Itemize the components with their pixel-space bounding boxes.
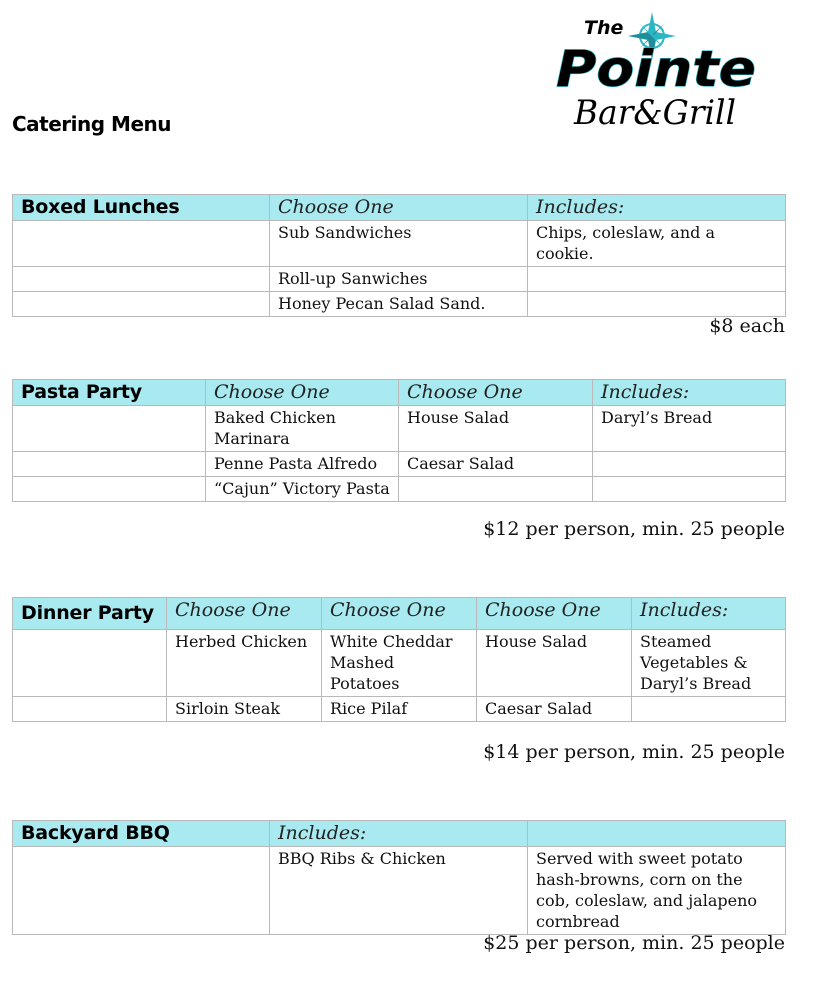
- menu-item: [399, 477, 593, 502]
- menu-item: [632, 697, 786, 722]
- menu-item: Honey Pecan Salad Sand.: [270, 292, 528, 317]
- table-header-row: [13, 195, 786, 221]
- logo-the-text: The: [584, 17, 624, 39]
- column-header: [528, 821, 786, 847]
- section-title: Backyard BBQ: [13, 821, 270, 847]
- table-row: [13, 292, 786, 317]
- pasta-party-table: [12, 379, 786, 502]
- page-title: Catering Menu: [12, 112, 171, 136]
- table-row: [13, 267, 786, 292]
- logo-name-text: Pointe: [556, 40, 756, 98]
- menu-item: Daryl’s Bread: [593, 406, 786, 452]
- table-header-row: [13, 821, 786, 847]
- menu-item: White Cheddar Mashed Potatoes: [322, 630, 477, 697]
- column-header: Choose One: [477, 598, 632, 630]
- price-label: $12 per person, min. 25 people: [483, 518, 785, 540]
- menu-item: [593, 477, 786, 502]
- menu-item: House Salad: [477, 630, 632, 697]
- section-title: Boxed Lunches: [13, 195, 270, 221]
- column-header: Choose One: [322, 598, 477, 630]
- menu-item: Caesar Salad: [477, 697, 632, 722]
- menu-item: [528, 267, 786, 292]
- menu-item: Penne Pasta Alfredo: [206, 452, 399, 477]
- boxed-lunches-table: [12, 194, 786, 317]
- menu-item: Sub Sandwiches: [270, 221, 528, 267]
- menu-item: Roll-up Sanwiches: [270, 267, 528, 292]
- column-header: Choose One: [399, 380, 593, 406]
- table-row: [13, 630, 786, 697]
- table-header-row: [13, 380, 786, 406]
- menu-item: Sirloin Steak: [167, 697, 322, 722]
- column-header: Includes:: [593, 380, 786, 406]
- menu-item: Caesar Salad: [399, 452, 593, 477]
- logo-tagline-text: Bar&Grill: [573, 93, 736, 132]
- table-row: [13, 477, 786, 502]
- column-header: Includes:: [632, 598, 786, 630]
- menu-item: Chips, coleslaw, and a cookie.: [528, 221, 786, 267]
- table-header-row: [13, 598, 786, 630]
- backyard-bbq-table: [12, 820, 786, 935]
- table-row: [13, 697, 786, 722]
- table-row: [13, 847, 786, 935]
- section-title: Dinner Party: [13, 598, 167, 630]
- table-row: [13, 406, 786, 452]
- brand-logo: [548, 8, 768, 132]
- menu-item: Baked Chicken Marinara: [206, 406, 399, 452]
- menu-item: “Cajun” Victory Pasta: [206, 477, 399, 502]
- column-header: Includes:: [528, 195, 786, 221]
- table-row: [13, 221, 786, 267]
- menu-item: Rice Pilaf: [322, 697, 477, 722]
- menu-item: Herbed Chicken: [167, 630, 322, 697]
- menu-item: House Salad: [399, 406, 593, 452]
- column-header: Choose One: [167, 598, 322, 630]
- price-label: $14 per person, min. 25 people: [483, 741, 785, 763]
- column-header: Includes:: [270, 821, 528, 847]
- menu-item: BBQ Ribs & Chicken: [270, 847, 528, 935]
- menu-item: [593, 452, 786, 477]
- dinner-party-table: [12, 597, 786, 722]
- column-header: Choose One: [206, 380, 399, 406]
- section-title: Pasta Party: [13, 380, 206, 406]
- menu-item: Served with sweet potato hash-browns, corn on the cob, coleslaw, and jalapeno cornbread: [528, 847, 786, 935]
- column-header: Choose One: [270, 195, 528, 221]
- price-label: $8 each: [709, 315, 785, 337]
- menu-item: Steamed Vegetables & Daryl’s Bread: [632, 630, 786, 697]
- table-row: [13, 452, 786, 477]
- menu-item: [528, 292, 786, 317]
- price-label: $25 per person, min. 25 people: [483, 932, 785, 954]
